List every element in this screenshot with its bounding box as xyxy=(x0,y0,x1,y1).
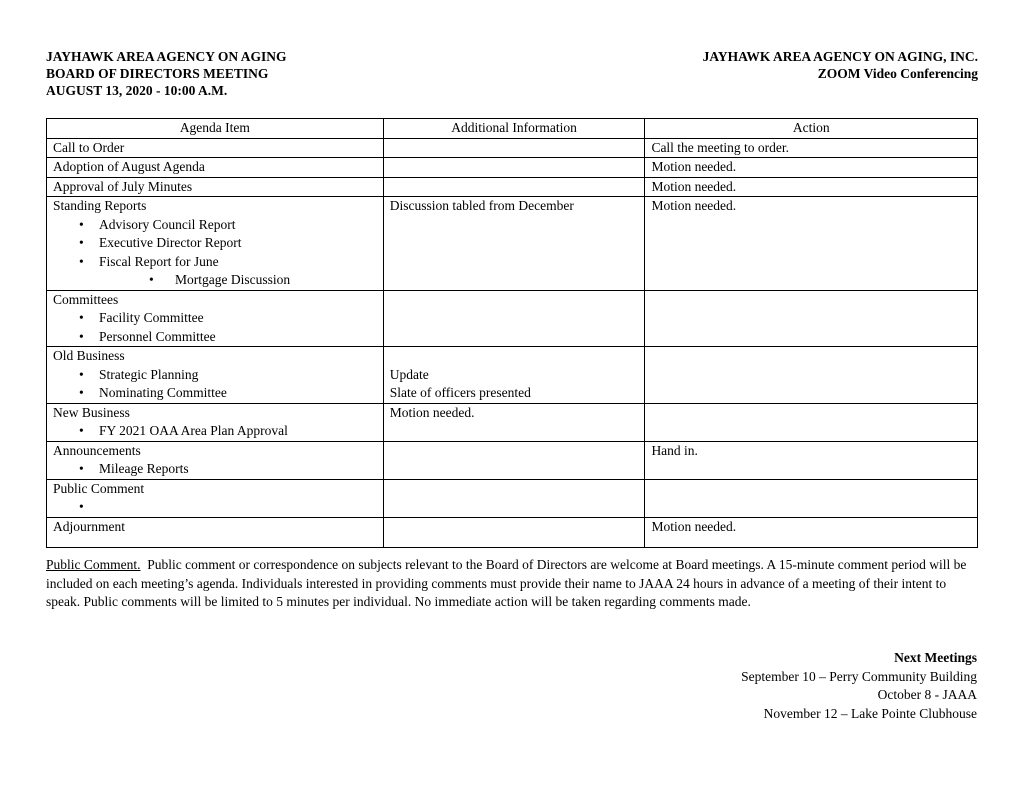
table-row xyxy=(47,158,978,178)
table-row xyxy=(47,177,978,197)
action-cell: Motion needed. xyxy=(645,158,978,178)
agenda-item: Call to Order xyxy=(47,138,384,158)
additional-info xyxy=(383,517,645,547)
list-item: • Mileage Reports xyxy=(53,460,377,479)
additional-info xyxy=(383,138,645,158)
action-cell: Hand in. xyxy=(645,441,978,479)
meeting-name: BOARD OF DIRECTORS MEETING xyxy=(46,66,269,81)
action-cell: Call the meeting to order. xyxy=(645,138,978,158)
header-right xyxy=(703,48,978,82)
next-meetings xyxy=(741,649,977,723)
additional-info xyxy=(383,290,645,347)
meeting-date: AUGUST 13, 2020 - 10:00 A.M. xyxy=(46,83,228,98)
list-item: • Facility Committee xyxy=(53,309,377,328)
section-title: Announcements xyxy=(53,442,141,458)
section-title: New Business xyxy=(53,404,130,420)
public-comment-text: Public comment or correspondence on subjects relevant to the Board of Directors are welcome at Board meetings. A 15-minute comment period will be included on each meeting’s agenda. Individuals interested in providing comments must provide their name to JAAA 24 hours in advance of a meeting of their intent to speak. Public comments will be limited to 5 minutes per individual. No immediate action will be taken regarding comments made. xyxy=(46,557,967,609)
next-meetings-title: Next Meetings xyxy=(894,650,977,665)
public-comment-label: Public Comment. xyxy=(46,557,141,572)
table-row xyxy=(47,138,978,158)
column-header: Additional Information xyxy=(383,119,645,139)
section-title: Standing Reports xyxy=(53,198,147,213)
list-item: • Fiscal Report for June xyxy=(53,253,377,272)
list-item: • FY 2021 OAA Area Plan Approval xyxy=(53,422,377,441)
table-row xyxy=(47,403,978,441)
table-row xyxy=(47,290,978,347)
section-title: Public Comment xyxy=(53,480,145,496)
list-item: • Mortgage Discussion xyxy=(53,271,377,290)
additional-info: Discussion tabled from December xyxy=(383,197,645,291)
meeting-item: October 8 - JAAA xyxy=(877,687,977,702)
org-name-inc: JAYHAWK AREA AGENCY ON AGING, INC. xyxy=(702,49,978,64)
meeting-item: November 12 – Lake Pointe Clubhouse xyxy=(763,705,977,721)
column-header: Action xyxy=(645,119,978,139)
additional-info: Motion needed. xyxy=(383,403,645,441)
list-item: • Strategic Planning xyxy=(53,366,377,385)
agenda-item xyxy=(47,290,384,347)
agenda-item xyxy=(47,197,384,291)
table-row xyxy=(47,347,978,404)
list-item: • Personnel Committee xyxy=(53,328,377,347)
table-row xyxy=(47,479,978,517)
action-cell: Motion needed. xyxy=(645,177,978,197)
meeting-item: September 10 – Perry Community Building xyxy=(741,668,977,684)
agenda-item: Adjournment xyxy=(47,517,384,547)
additional-info xyxy=(383,441,645,479)
action-cell: Motion needed. xyxy=(645,197,978,291)
public-comment-note xyxy=(46,556,976,612)
agenda-item: Adoption of August Agenda xyxy=(47,158,384,178)
list-item: • Executive Director Report xyxy=(53,234,377,253)
section-title: Old Business xyxy=(53,348,125,363)
action-cell xyxy=(645,479,978,517)
table-header-row xyxy=(47,119,978,139)
table-row xyxy=(47,441,978,479)
info-line: Slate of officers presented xyxy=(389,385,531,400)
agenda-item xyxy=(47,479,384,517)
list-item: • Nominating Committee xyxy=(53,384,377,403)
additional-info xyxy=(383,479,645,517)
table-row xyxy=(47,517,978,547)
additional-info xyxy=(383,177,645,197)
agenda-item xyxy=(47,403,384,441)
agenda-item xyxy=(47,441,384,479)
additional-info xyxy=(383,158,645,178)
agenda-item xyxy=(47,347,384,404)
header-left xyxy=(46,48,287,99)
column-header: Agenda Item xyxy=(47,119,384,139)
agenda-table xyxy=(46,118,978,548)
info-line: Update xyxy=(389,366,429,382)
meeting-venue: ZOOM Video Conferencing xyxy=(817,66,978,81)
additional-info xyxy=(383,347,645,404)
table-row xyxy=(47,197,978,291)
action-cell xyxy=(645,347,978,404)
action-cell xyxy=(645,403,978,441)
action-cell xyxy=(645,290,978,347)
list-item: • Advisory Council Report xyxy=(53,216,377,235)
list-item xyxy=(53,498,377,517)
section-title: Committees xyxy=(53,291,119,307)
action-cell: Motion needed. xyxy=(645,517,978,547)
agenda-item: Approval of July Minutes xyxy=(47,177,384,197)
org-name: JAYHAWK AREA AGENCY ON AGING xyxy=(46,49,287,64)
